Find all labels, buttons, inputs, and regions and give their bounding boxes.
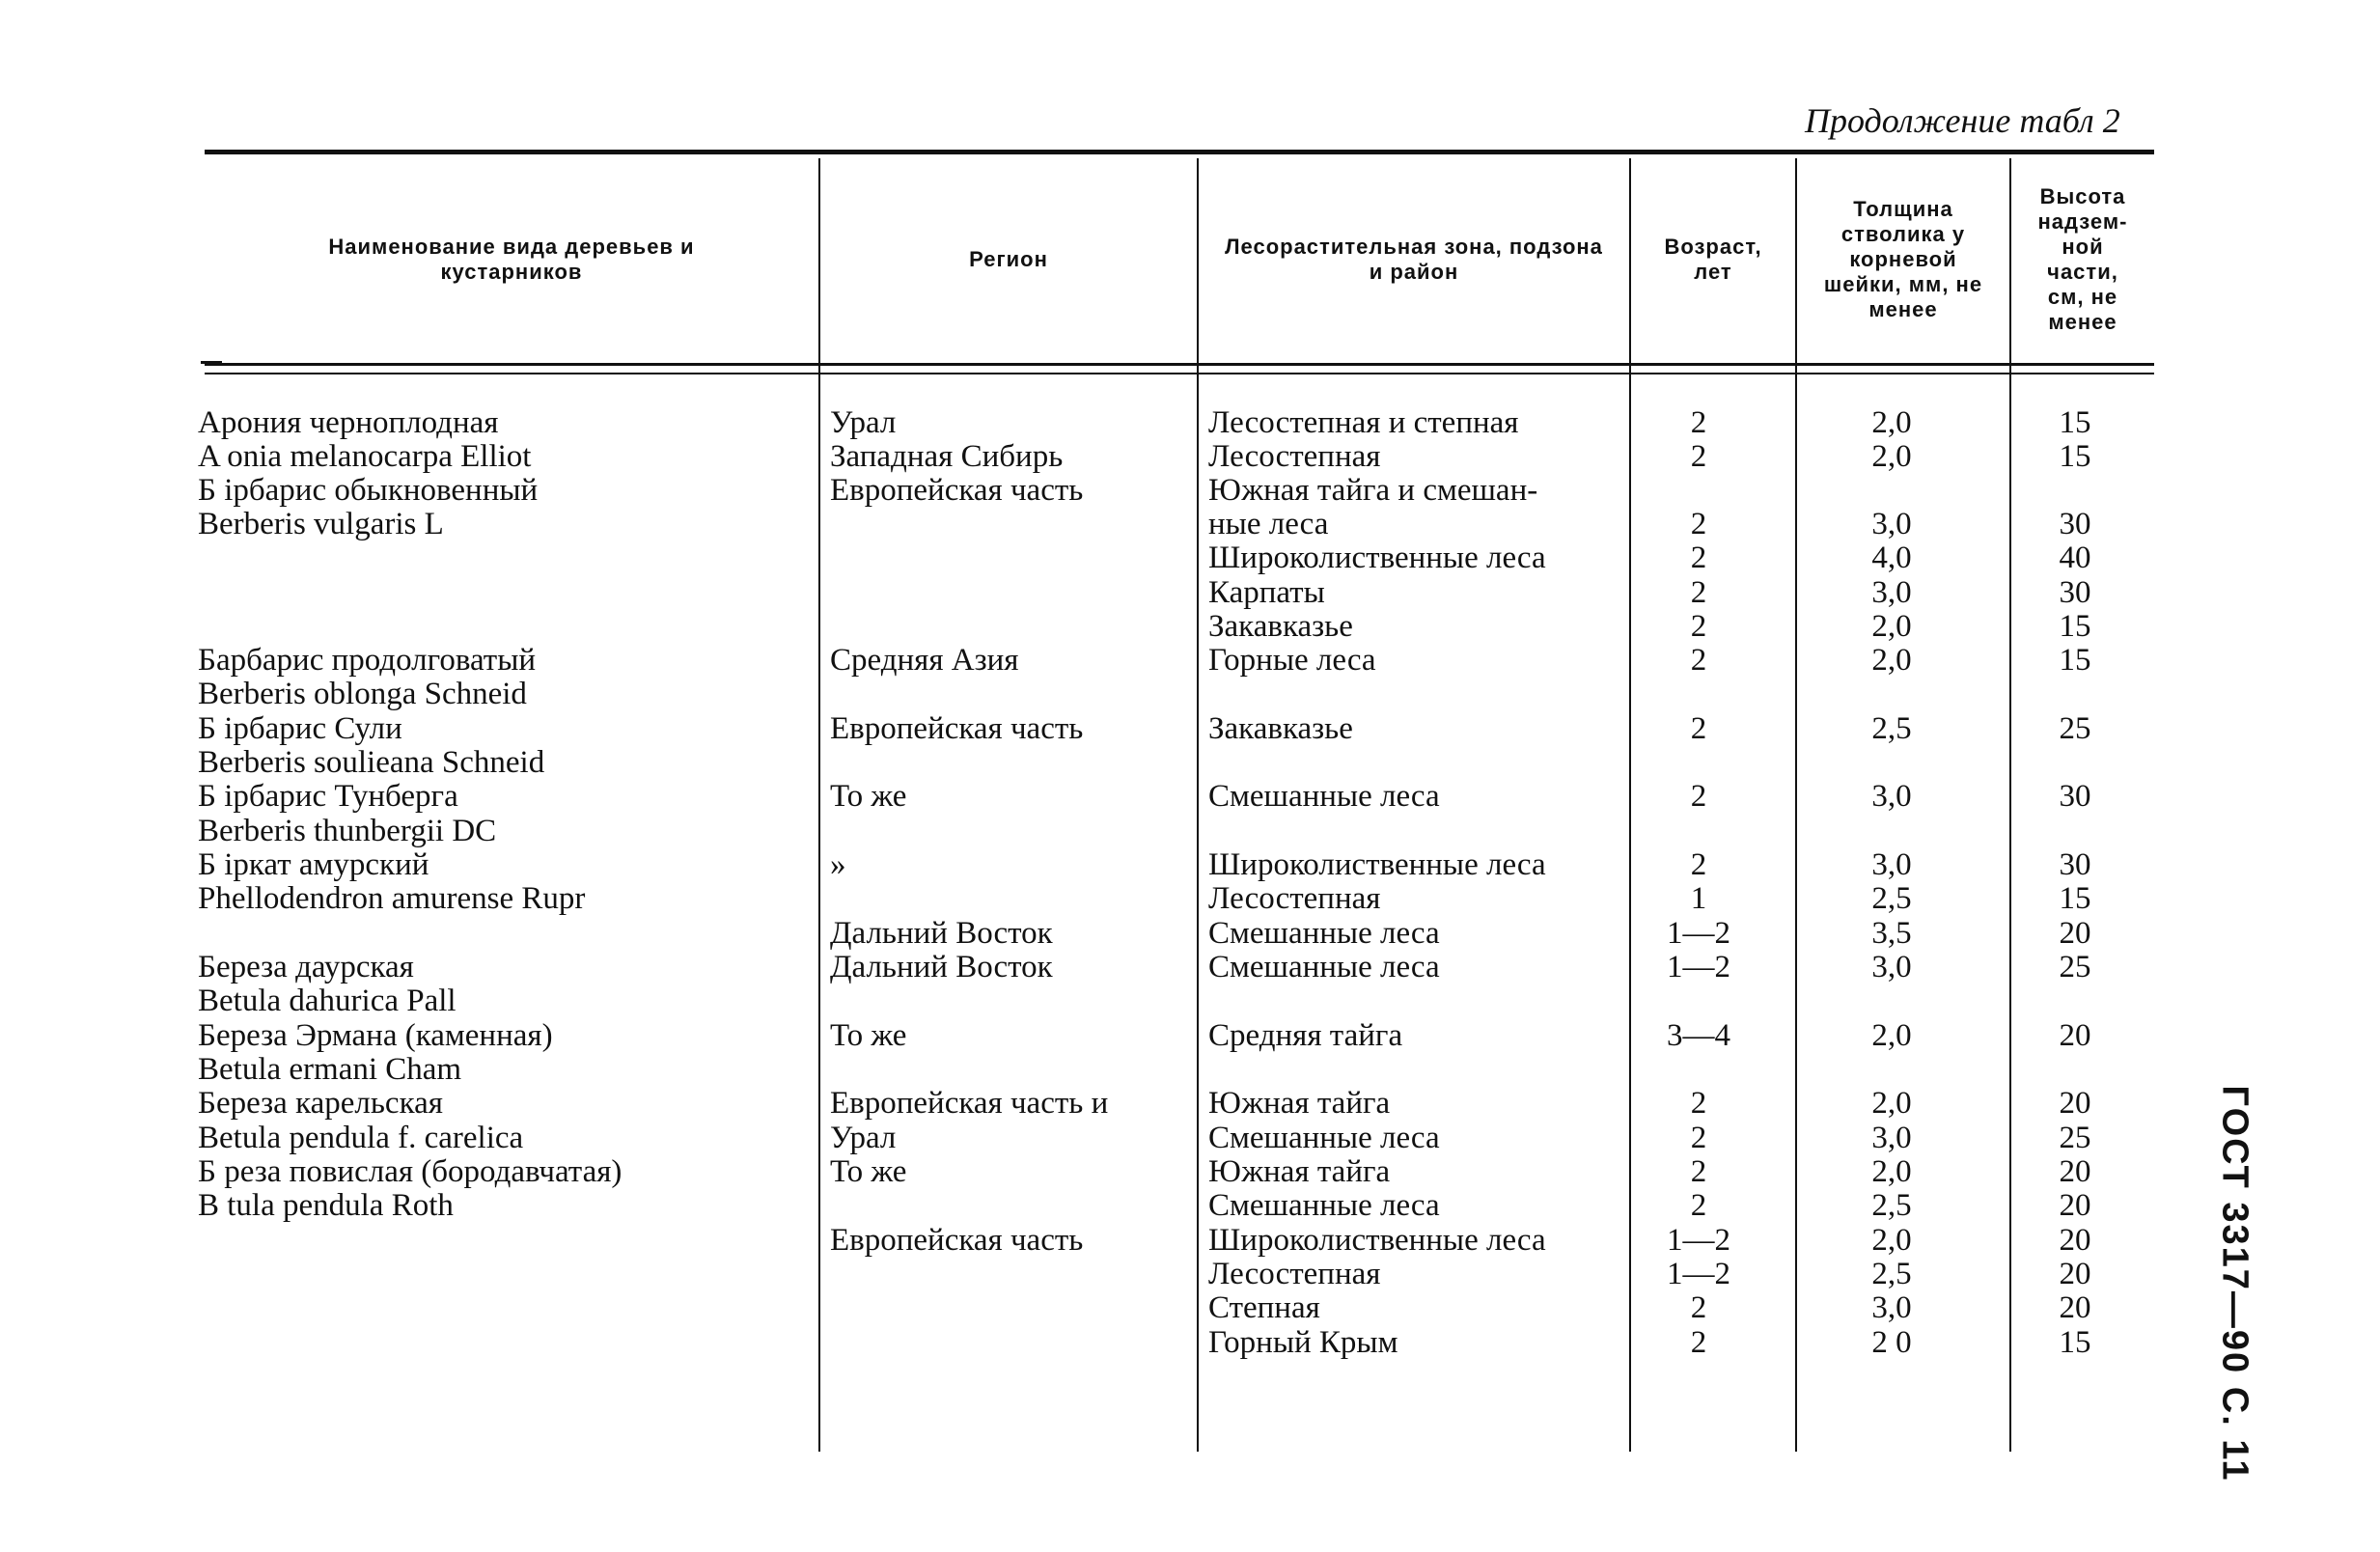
row-zone: Южная тайга <box>1208 1086 1391 1121</box>
row-region: То же <box>830 1154 907 1189</box>
row-height: 30 <box>2059 779 2091 814</box>
row-region: Европейская часть <box>830 711 1084 746</box>
row-age: 2 <box>1690 1188 1707 1223</box>
row-height: 30 <box>2059 575 2091 610</box>
row-name: Барбарис продолговатый <box>198 643 537 678</box>
row-age: 2 <box>1690 439 1707 474</box>
row-zone: Широколиственные леса <box>1208 540 1546 575</box>
row-height: 20 <box>2059 1223 2091 1258</box>
row-name: Арония черноплодная <box>198 405 499 440</box>
table-top-rule <box>205 150 2154 154</box>
row-region: Западная Сибирь <box>830 439 1064 474</box>
row-name: Б ірбарис обыкновенный <box>198 473 539 508</box>
row-height: 15 <box>2059 609 2091 644</box>
row-height: 20 <box>2059 1290 2091 1325</box>
row-thickness: 3,0 <box>1871 1121 1912 1155</box>
row-zone: Закавказье <box>1208 609 1353 644</box>
row-zone: Смешанные леса <box>1208 779 1440 814</box>
row-zone: Лесостепная <box>1208 881 1381 916</box>
row-thickness: 2,0 <box>1871 1223 1912 1258</box>
row-age: 2 <box>1690 711 1707 746</box>
row-age: 1—2 <box>1667 916 1730 951</box>
row-zone: Средняя тайга <box>1208 1018 1403 1053</box>
row-height: 20 <box>2059 1188 2091 1223</box>
row-height: 15 <box>2059 643 2091 678</box>
row-thickness: 3,0 <box>1871 507 1912 541</box>
row-region: Урал <box>830 1121 897 1155</box>
row-thickness: 2,0 <box>1871 1154 1912 1189</box>
row-height: 20 <box>2059 1018 2091 1053</box>
row-height: 15 <box>2059 405 2091 440</box>
row-name: Б іркат амурский <box>198 847 429 882</box>
row-zone: Лесостепная <box>1208 1257 1381 1291</box>
row-thickness: 2,0 <box>1871 609 1912 644</box>
row-zone: Смешанные леса <box>1208 950 1440 984</box>
row-zone: Смешанные леса <box>1208 1121 1440 1155</box>
row-zone: Южная тайга и смешан- <box>1208 473 1538 508</box>
row-zone: ные леса <box>1208 507 1329 541</box>
header-age: Возраст, лет <box>1664 235 1762 284</box>
row-name: Berberis thunbergii DC <box>198 814 497 848</box>
row-name: Береза Эрмана (каменная) <box>198 1018 553 1053</box>
row-name: Betula pendula f. carelica <box>198 1121 524 1155</box>
header-zone: Лесорастительная зона, подзона и район <box>1225 235 1603 284</box>
row-name: Б реза повислая (бородавчатая) <box>198 1154 623 1189</box>
row-height: 20 <box>2059 916 2091 951</box>
table-caption: Продолжение табл 2 <box>1805 101 2120 140</box>
row-name: A onia melanocarpa Elliot <box>198 439 532 474</box>
row-region: То же <box>830 779 907 814</box>
row-height: 15 <box>2059 1325 2091 1360</box>
row-age: 2 <box>1690 1086 1707 1121</box>
header-bottom-rule <box>205 363 2154 366</box>
row-thickness: 2,5 <box>1871 1188 1912 1223</box>
side-page-label: ГОСТ 3317—90 С. 11 <box>2214 1085 2255 1483</box>
row-name: Береза карельская <box>198 1086 443 1121</box>
row-height: 25 <box>2059 711 2091 746</box>
row-age: 2 <box>1690 575 1707 610</box>
row-thickness: 2,5 <box>1871 881 1912 916</box>
row-name: Phellodendron amurense Rupr <box>198 881 586 916</box>
row-thickness: 2,0 <box>1871 405 1912 440</box>
row-zone: Степная <box>1208 1290 1320 1325</box>
row-name: Betula ermani Cham <box>198 1052 462 1087</box>
row-thickness: 3,0 <box>1871 575 1912 610</box>
row-region: Европейская часть и <box>830 1086 1109 1121</box>
row-name: Berberis vulgaris L <box>198 507 444 541</box>
row-thickness: 3,0 <box>1871 847 1912 882</box>
row-age: 2 <box>1690 643 1707 678</box>
row-zone: Карпаты <box>1208 575 1325 610</box>
row-region: Европейская часть <box>830 473 1084 508</box>
row-region: Дальний Восток <box>830 950 1053 984</box>
row-thickness: 2,0 <box>1871 643 1912 678</box>
row-region: Средняя Азия <box>830 643 1019 678</box>
row-zone: Закавказье <box>1208 711 1353 746</box>
row-age: 2 <box>1690 1325 1707 1360</box>
row-age: 2 <box>1690 1290 1707 1325</box>
row-thickness: 2,0 <box>1871 1086 1912 1121</box>
row-thickness: 3,0 <box>1871 1290 1912 1325</box>
row-region: Дальний Восток <box>830 916 1053 951</box>
row-height: 30 <box>2059 847 2091 882</box>
header-name: Наименование вида деревьев и кустарников <box>328 235 695 284</box>
row-thickness: 4,0 <box>1871 540 1912 575</box>
row-name: Б ірбарис Тунберга <box>198 779 458 814</box>
row-age: 2 <box>1690 1121 1707 1155</box>
row-height: 25 <box>2059 1121 2091 1155</box>
row-age: 2 <box>1690 779 1707 814</box>
row-height: 15 <box>2059 439 2091 474</box>
row-name: Betula dahurica Pall <box>198 984 457 1018</box>
row-age: 2 <box>1690 847 1707 882</box>
row-zone: Горный Крым <box>1208 1325 1398 1360</box>
row-height: 30 <box>2059 507 2091 541</box>
row-age: 2 <box>1690 1154 1707 1189</box>
row-height: 20 <box>2059 1257 2091 1291</box>
row-thickness: 2,5 <box>1871 1257 1912 1291</box>
row-zone: Лесостепная и степная <box>1208 405 1519 440</box>
row-height: 25 <box>2059 950 2091 984</box>
row-name: B tula pendula Roth <box>198 1188 454 1223</box>
header-height: Высота надзем- ной части, см, не менее <box>2037 184 2128 334</box>
row-age: 1—2 <box>1667 950 1730 984</box>
row-age: 1—2 <box>1667 1257 1730 1291</box>
row-thickness: 3,0 <box>1871 950 1912 984</box>
row-age: 2 <box>1690 540 1707 575</box>
row-height: 20 <box>2059 1154 2091 1189</box>
row-thickness: 2,0 <box>1871 439 1912 474</box>
row-thickness: 3,0 <box>1871 779 1912 814</box>
row-zone: Лесостепная <box>1208 439 1381 474</box>
row-thickness: 2 0 <box>1871 1325 1912 1360</box>
row-height: 15 <box>2059 881 2091 916</box>
row-thickness: 2,5 <box>1871 711 1912 746</box>
row-age: 2 <box>1690 405 1707 440</box>
row-thickness: 3,5 <box>1871 916 1912 951</box>
row-region: То же <box>830 1018 907 1053</box>
row-region: Европейская часть <box>830 1223 1084 1258</box>
row-zone: Широколиственные леса <box>1208 847 1546 882</box>
row-name: Berberis oblonga Schneid <box>198 677 527 711</box>
row-height: 20 <box>2059 1086 2091 1121</box>
row-region: Урал <box>830 405 897 440</box>
row-age: 1 <box>1690 881 1707 916</box>
row-age: 2 <box>1690 507 1707 541</box>
row-name: Б ірбарис Сули <box>198 711 402 746</box>
row-zone: Южная тайга <box>1208 1154 1391 1189</box>
row-zone: Широколиственные леса <box>1208 1223 1546 1258</box>
row-height: 40 <box>2059 540 2091 575</box>
row-name: Береза даурская <box>198 950 414 984</box>
header-bottom-rule-double <box>205 373 2154 374</box>
row-region: » <box>830 847 846 882</box>
header-region: Регион <box>969 247 1048 271</box>
row-age: 1—2 <box>1667 1223 1730 1258</box>
row-zone: Смешанные леса <box>1208 916 1440 951</box>
header-thickness: Толщина стволика у корневой шейки, мм, не менее <box>1823 197 1983 321</box>
row-name: Berberis soulieana Schneid <box>198 745 545 780</box>
row-age: 3—4 <box>1667 1018 1730 1053</box>
row-zone: Смешанные леса <box>1208 1188 1440 1223</box>
row-zone: Горные леса <box>1208 643 1376 678</box>
row-age: 2 <box>1690 609 1707 644</box>
row-thickness: 2,0 <box>1871 1018 1912 1053</box>
